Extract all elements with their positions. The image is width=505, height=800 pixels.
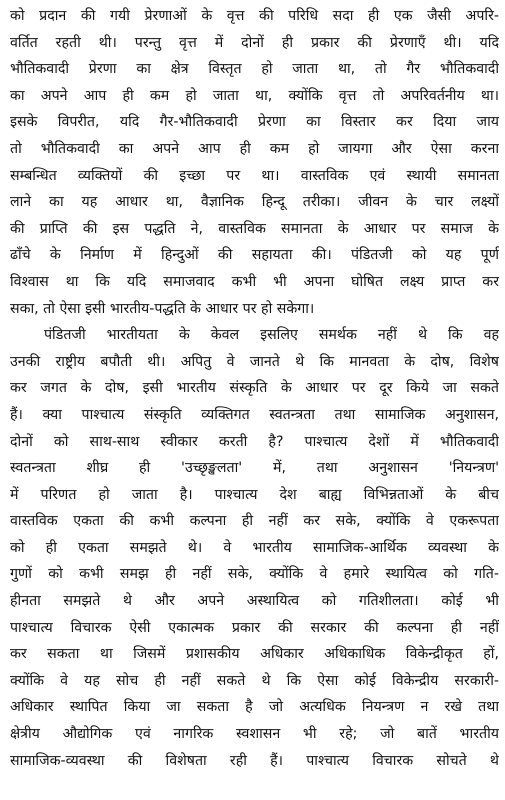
text-line: वर्तित रहती थी। परन्तु वृत्त में दोनों ही प्रकार की प्रेरणाएँ थी। यदि: [10, 34, 499, 51]
text-line: सका, तो ऐसा इसी भारतीय-पद्धति के आधार पर हो सकेगा।: [10, 300, 315, 317]
text-line: में परिणत हो जाता है। पाश्चात्य देश बाह्य विभिन्नताओं के बीच: [10, 486, 499, 503]
text-line: लाने का यह आधार था, वैज्ञानिक हिन्दू तरीका। जीवन के चार लक्ष्यों: [10, 194, 499, 211]
text-line: वास्तविक एकता की कभी कल्पना ही नहीं कर सके, क्योंकि वे एकरूपता: [10, 513, 499, 530]
text-line: उनकी राष्ट्रीय बपौती थी। अपितु वे जानते थे कि मानवता के दोष, विशेष: [10, 353, 499, 370]
text-line: हैं। क्या पाश्चात्य संस्कृति व्यक्तिगत स्वतन्त्रता तथा सामाजिक अनुशासन,: [10, 406, 499, 423]
text-line: अधिकार स्थापित किया जा सकता है जो अत्यधिक नियन्त्रण न रखे तथा: [10, 699, 499, 716]
text-line: क्षेत्रीय औद्योगिक एवं नागरिक स्वशासन भी रहे; जो बातें भारतीय: [10, 726, 499, 743]
text-line: इसके विपरीत, यदि गैर-भौतिकवादी प्रेरणा का विस्तार कर दिया जाय: [10, 114, 499, 131]
text-line: हीनता समझते थे और अपने अस्थायित्व को गतिशीलता। कोई भी: [10, 593, 499, 610]
text-line: क्योंकि वे यह सोच ही नहीं सकते थे कि ऐसा कोई विकेन्द्रीय सरकारी-: [10, 672, 499, 689]
text-line: भौतिकवादी प्रेरणा का क्षेत्र विस्तृत हो जाता था, तो गैर भौतिकवादी: [10, 61, 499, 78]
text-line: स्वतन्त्रता शीघ्र ही 'उच्छृङ्खलता' में, तथा अनुशासन 'नियन्त्रण': [10, 460, 499, 477]
text-line: को ही एकता समझते थे। वे भारतीय सामाजिक-आर्थिक व्यवस्था के: [10, 539, 499, 556]
text-line: सामाजिक-व्यवस्था की विशेषता रही हैं। पाश्चात्य विचारक सोचते थे: [10, 752, 499, 769]
text-line: की प्राप्ति की इस पद्धति ने, वास्तविक समानता के आधार पर समाज के: [10, 220, 499, 237]
paragraph-1: [10, 3, 499, 322]
text-line: तो भौतिकवादी का अपने आप ही कम हो जायगा और ऐसा करना: [10, 140, 499, 157]
text-line: दोनों को साथ-साथ स्वीकार करती है? पाश्चात्य देशों में भौतिकवादी: [10, 433, 499, 450]
text-line: ढाँचे के निर्माण में हिन्दुओं की सहायता की। पंडितजी को यह पूर्ण: [10, 247, 499, 264]
text-line: विश्वास था कि यदि समाजवाद कभी भी अपना घोषित लक्ष्य प्राप्त कर: [10, 273, 499, 290]
text-line: कर सकता था जिसमें प्रशासकीय अधिकार अधिकाधिक विकेन्द्रीकृत हों,: [10, 646, 499, 663]
text-line: पंडितजी भारतीयता के केवल इसलिए समर्थक नहीं थे कि वह: [44, 327, 499, 344]
text-line: गुणों को कभी समझ ही नहीं सके, क्योंकि वे हमारे स्थायित्व को गति-: [10, 566, 499, 583]
paragraph-2: [10, 322, 499, 774]
text-line: को प्रदान की गयी प्रेरणाओं के वृत्त की परिधि सदा ही एक जैसी अपरि-: [10, 8, 499, 24]
text-line: सम्बन्धित व्यक्तियों की इच्छा पर था। वास्तविक एवं स्थायी समानता: [10, 167, 499, 184]
text-line: का अपने आप ही कम हो जाता था, क्योंकि वृत्त तो अपरिवर्तनीय था।: [10, 87, 499, 104]
text-line: कर जगत के दोष, इसी भारतीय संस्कृति के आधार पर दूर किये जा सकते: [10, 380, 499, 397]
text-line: पाश्चात्य विचारक ऐसी एकात्मक प्रकार की सरकार की कल्पना ही नहीं: [10, 619, 499, 636]
